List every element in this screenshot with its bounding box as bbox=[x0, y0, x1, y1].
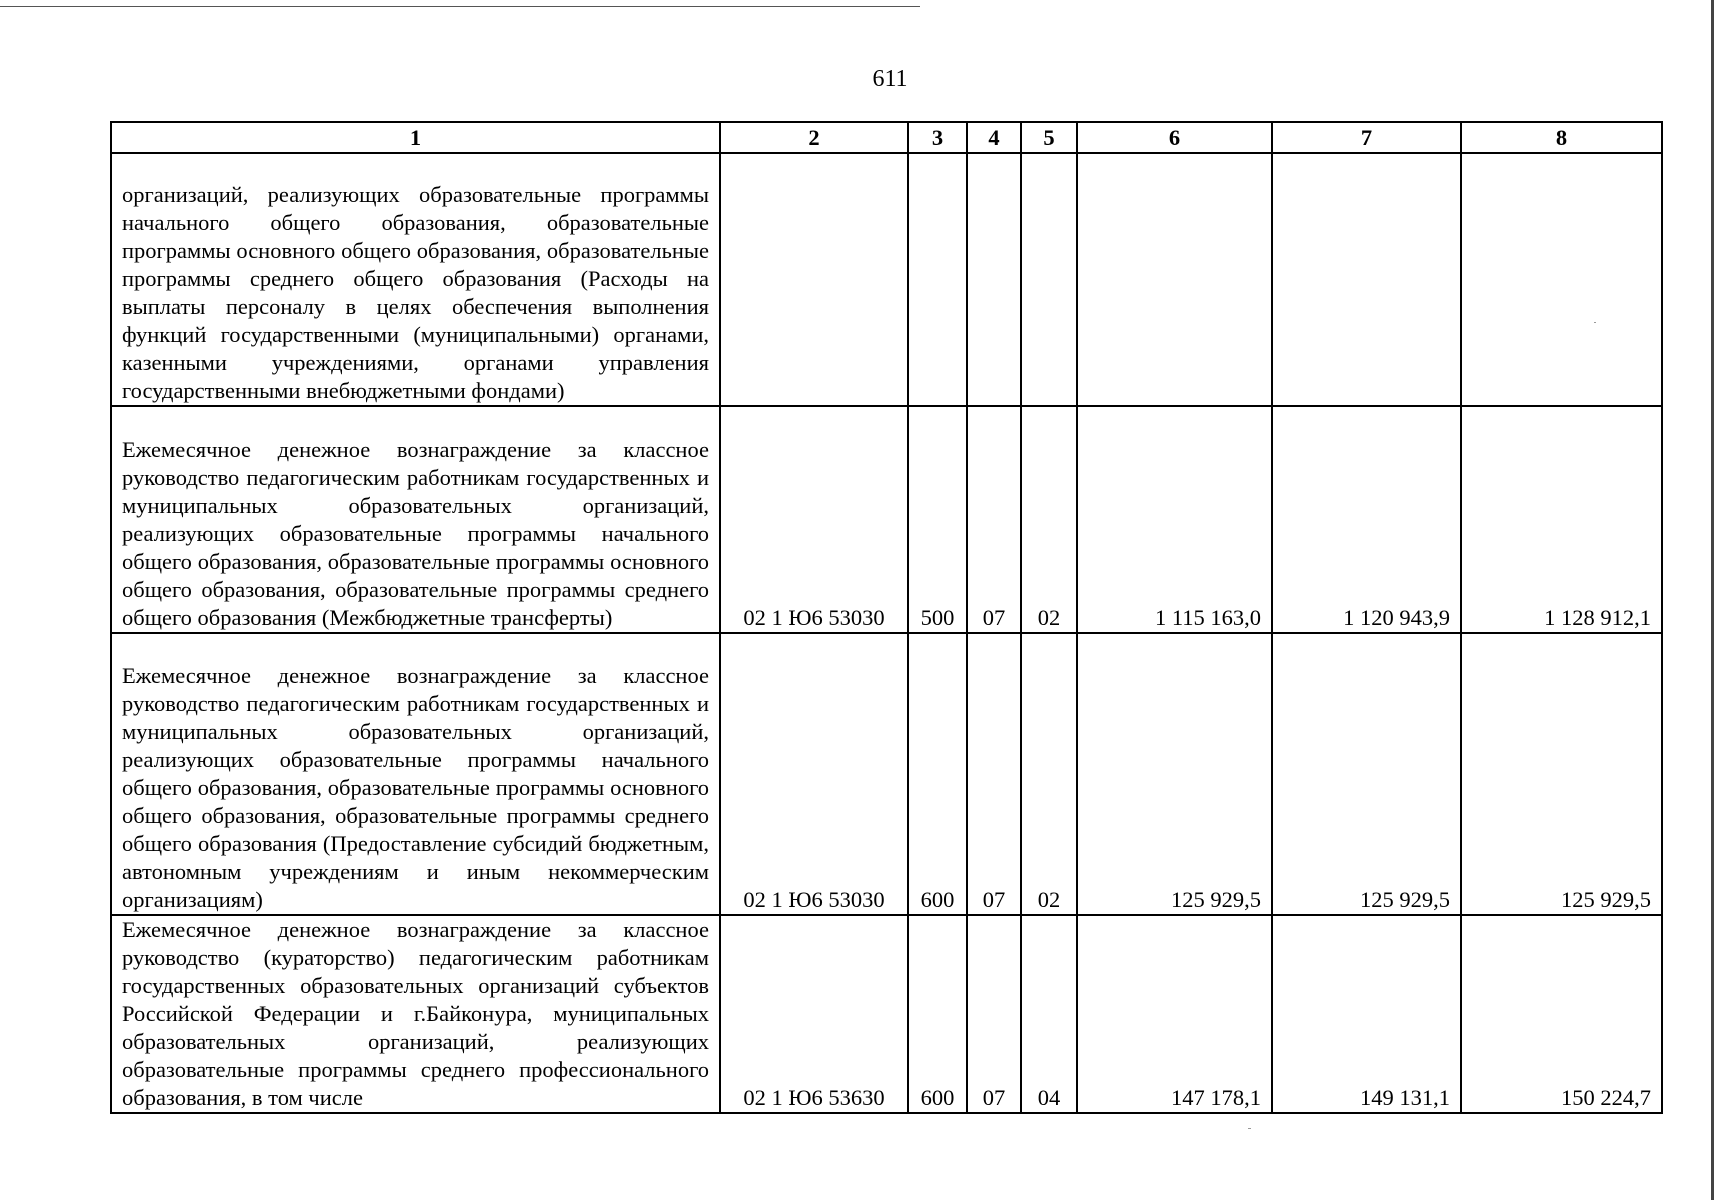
table-row bbox=[111, 406, 1662, 633]
row-expense-type: 500 bbox=[908, 406, 967, 633]
row-target-code bbox=[720, 153, 908, 406]
row-subsection: 04 bbox=[1021, 915, 1077, 1113]
scan-border-line bbox=[0, 6, 920, 7]
row-expense-type bbox=[908, 153, 967, 406]
row-section: 07 bbox=[967, 915, 1021, 1113]
row-description: Ежемесячное денежное вознаграждение за классное руководство педагогическим работникам государственных и муниципальных образовательных организаций, реализующих образовательные программы начального общего образования, образовательные программы основного общего образования, образовательные программы среднего общего образования (Межбюджетные трансферты) bbox=[111, 406, 720, 633]
header-col-2: 2 bbox=[720, 122, 908, 153]
header-col-5: 5 bbox=[1021, 122, 1077, 153]
row-amount-col8: 1 128 912,1 bbox=[1461, 406, 1662, 633]
row-section: 07 bbox=[967, 406, 1021, 633]
row-expense-type: 600 bbox=[908, 633, 967, 915]
row-amount-col6: 125 929,5 bbox=[1077, 633, 1272, 915]
row-subsection bbox=[1021, 153, 1077, 406]
row-target-code: 02 1 Ю6 53030 bbox=[720, 406, 908, 633]
row-section bbox=[967, 153, 1021, 406]
row-subsection: 02 bbox=[1021, 406, 1077, 633]
row-description: Ежемесячное денежное вознаграждение за классное руководство педагогическим работникам государственных и муниципальных образовательных организаций, реализующих образовательные программы начального общего образования, образовательные программы основного общего образования, образовательные программы среднего общего образования (Предоставление субсидий бюджетным, автономным учреждениям и иным некоммерческим организациям) bbox=[111, 633, 720, 915]
row-expense-type: 600 bbox=[908, 915, 967, 1113]
row-amount-col6 bbox=[1077, 153, 1272, 406]
table-row bbox=[111, 633, 1662, 915]
row-amount-col7: 149 131,1 bbox=[1272, 915, 1461, 1113]
header-col-6: 6 bbox=[1077, 122, 1272, 153]
row-amount-col7: 125 929,5 bbox=[1272, 633, 1461, 915]
row-amount-col6: 147 178,1 bbox=[1077, 915, 1272, 1113]
table-row bbox=[111, 915, 1662, 1113]
row-amount-col6: 1 115 163,0 bbox=[1077, 406, 1272, 633]
row-subsection: 02 bbox=[1021, 633, 1077, 915]
header-col-3: 3 bbox=[908, 122, 967, 153]
row-target-code: 02 1 Ю6 53630 bbox=[720, 915, 908, 1113]
header-col-7: 7 bbox=[1272, 122, 1461, 153]
row-amount-col8: 125 929,5 bbox=[1461, 633, 1662, 915]
row-target-code: 02 1 Ю6 53030 bbox=[720, 633, 908, 915]
row-amount-col8 bbox=[1461, 153, 1662, 406]
header-col-1: 1 bbox=[111, 122, 720, 153]
row-amount-col7: 1 120 943,9 bbox=[1272, 406, 1461, 633]
row-amount-col7 bbox=[1272, 153, 1461, 406]
header-col-4: 4 bbox=[967, 122, 1021, 153]
page-number: 611 bbox=[872, 66, 908, 92]
row-amount-col8: 150 224,7 bbox=[1461, 915, 1662, 1113]
row-description: организаций, реализующих образовательные программы начального общего образования, образовательные программы основного общего образования, образовательные программы среднего общего образования (Расходы на выплаты персоналу в целях обеспечения выполнения функций государственными (муниципальными) органами, казенными учреждениями, органами управления государственными внебюджетными фондами) bbox=[111, 153, 720, 406]
row-section: 07 bbox=[967, 633, 1021, 915]
scan-speck bbox=[1248, 1128, 1251, 1129]
header-col-8: 8 bbox=[1461, 122, 1662, 153]
budget-table bbox=[110, 121, 1663, 1114]
table-row bbox=[111, 153, 1662, 406]
row-description: Ежемесячное денежное вознаграждение за классное руководство (кураторство) педагогическим работникам государственных образовательных организаций субъектов Российской Федерации и г.Байконура, муниципальных образовательных организаций, реализующих образовательные программы среднего профессионального образования, в том числе bbox=[111, 915, 720, 1113]
header-row bbox=[111, 122, 1662, 153]
